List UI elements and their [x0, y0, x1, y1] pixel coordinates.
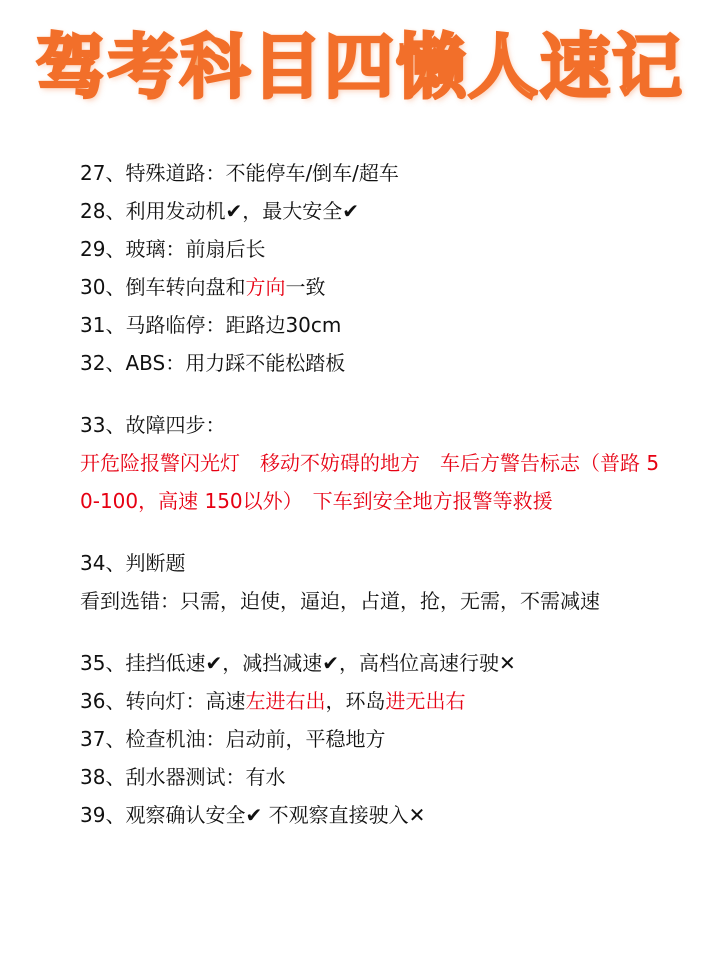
item-text: 一致: [285, 275, 326, 299]
list-item: 32、ABS：用力踩不能松踏板: [80, 351, 346, 375]
list-item: 31、马路临停：距路边30cm: [80, 313, 342, 337]
highlight-text: 左进右出: [245, 689, 326, 713]
list-item: 34、判断题: [80, 551, 186, 575]
list-item: 27、特殊道路：不能停车/倒车/超车: [80, 161, 399, 185]
list-item: [80, 682, 670, 720]
list-item: 29、玻璃：前扇后长: [80, 237, 266, 261]
item-text: 36、转向灯：高速: [80, 689, 246, 713]
cross-icon: ✕: [408, 803, 426, 827]
list-item: [80, 644, 670, 682]
item-text: 39、观察确认安全✔ 不观察直接驶入: [80, 803, 409, 827]
fault-steps: 开危险报警闪光灯 移动不妨碍的地方 车后方警告标志（普路 50-100，高速 150以外） 下车到安全地方报警等救援: [80, 451, 660, 513]
page-title: 驾考科目四懒人速记: [36, 26, 684, 108]
list-item: 33、故障四步：: [80, 413, 226, 437]
list-item: 28、利用发动机✔，最大安全✔: [80, 199, 359, 223]
item-text: 30、倒车转向盘和: [80, 275, 246, 299]
list-item: [80, 796, 670, 834]
item-text: 35、挂挡低速✔，减挡减速✔，高档位高速行驶: [80, 651, 499, 675]
tips-list: [80, 154, 670, 834]
list-item: 37、检查机油：启动前，平稳地方: [80, 727, 386, 751]
item-text: ，环岛: [325, 689, 386, 713]
highlight-text: 方向: [245, 275, 286, 299]
highlight-text: 进无出右: [385, 689, 466, 713]
list-item: 38、刮水器测试：有水: [80, 765, 286, 789]
list-item: 看到选错：只需，迫使，逼迫，占道，抢，无需，不需减速: [80, 589, 600, 613]
list-item: [80, 268, 670, 306]
cross-icon: ✕: [498, 651, 516, 675]
